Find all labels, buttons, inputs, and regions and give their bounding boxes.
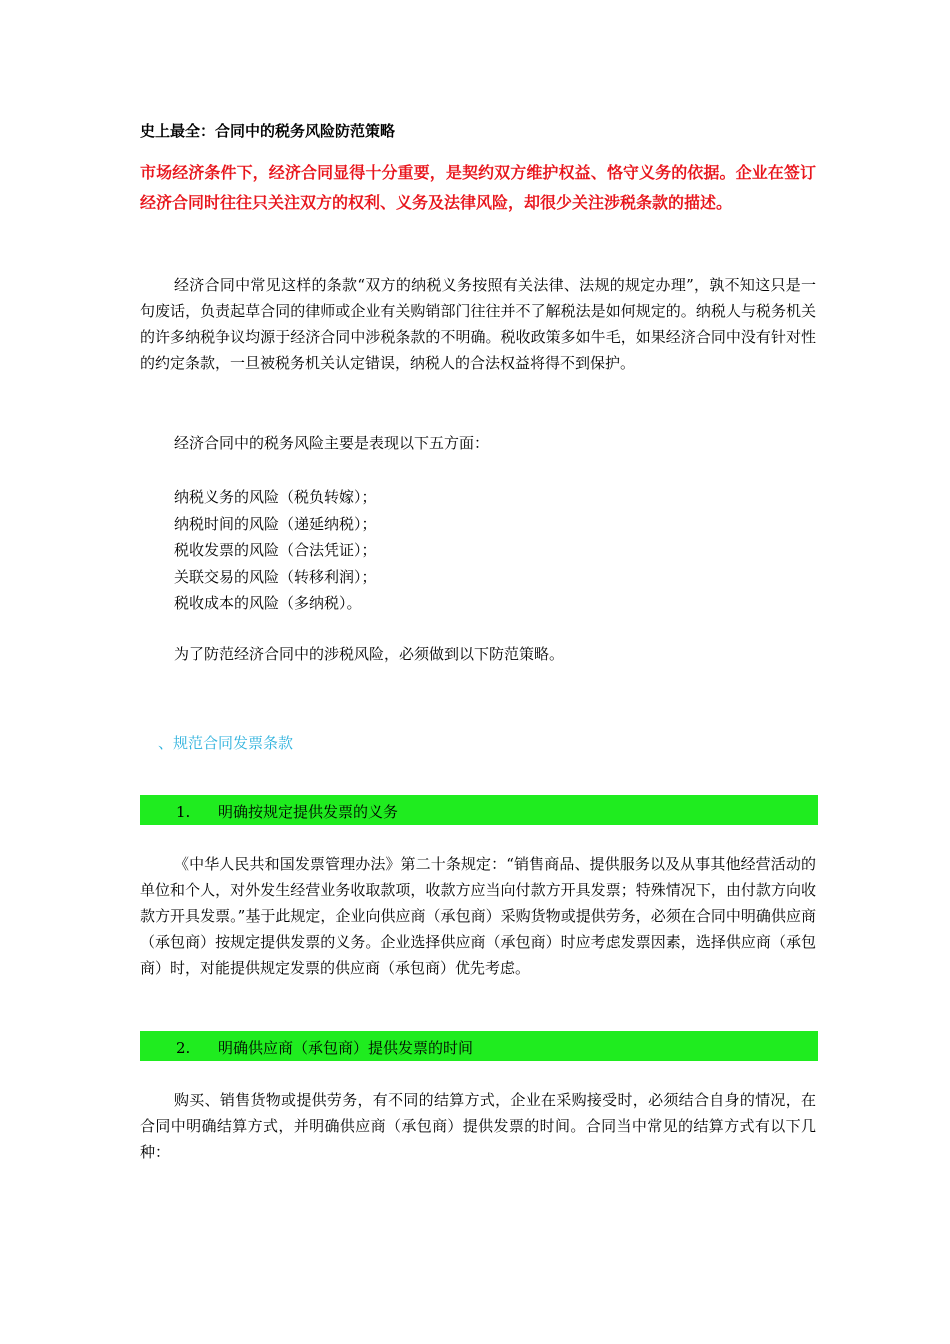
subsection-body-2: 购买、销售货物或提供劳务，有不同的结算方式，企业在采购接受时，必须结合自身的情况，在合同中明确结算方式，并明确供应商（承包商）提供发票的时间。合同当中常见的结算方式有以下几种： [140,1091,816,1161]
document-title: 史上最全：合同中的税务风险防范策略 [140,122,396,140]
list-item: 关联交易的风险（转移利润）； [174,567,377,586]
risk-list [174,484,377,617]
body-paragraph-3: 为了防范经济合同中的涉税风险，必须做到以下防范策略。 [174,645,565,663]
subsection-number: 1. [176,803,191,821]
subsection-body-1: 《中华人民共和国发票管理办法》第二十条规定：“销售商品、提供服务以及从事其他经营活动的单位和个人，对外发生经营业务收取款项，收款方应当向付款方开具发票；特殊情况下，由付款方向收款方开具发票。”基于此规定，企业向供应商（承包商）采购货物或提供劳务，必须在合同中明确供应商（承包商）按规定提供发票的义务。企业选择供应商（承包商）时应考虑发票因素，选择供应商（承包商）时，对能提供规定发票的供应商（承包商）优先考虑。 [140,855,816,977]
intro-paragraph: 市场经济条件下，经济合同显得十分重要，是契约双方维护权益、恪守义务的依据。企业在签订经济合同时往往只关注双方的权利、义务及法律风险，却很少关注涉税条款的描述。 [140,163,816,212]
subsection-title: 明确供应商（承包商）提供发票的时间 [218,1039,474,1057]
subsection-heading-2 [140,1031,818,1061]
list-item: 税收成本的风险（多纳税）。 [174,594,362,612]
subsection-title: 明确按规定提供发票的义务 [218,803,399,821]
subsection-number: 2. [176,1039,191,1057]
subsection-heading-1 [140,795,818,825]
list-item: 纳税义务的风险（税负转嫁）； [174,488,377,506]
body-paragraph-2: 经济合同中的税务风险主要是表现以下五方面： [174,434,490,452]
list-item: 纳税时间的风险（递延纳税）； [174,514,377,533]
body-paragraph-1: 经济合同中常见这样的条款“双方的纳税义务按照有关法律、法规的规定办理”，孰不知这只是一句废话，负责起草合同的律师或企业有关购销部门往往并不了解税法是如何规定的。纳税人与税务机关的许多纳税争议均源于经济合同中涉税条款的不明确。税收政策多如牛毛，如果经济合同中没有针对性的约定条款，一旦被税务机关认定错误，纳税人的合法权益将得不到保护。 [140,276,816,372]
list-item: 税收发票的风险（合法凭证）； [174,541,377,559]
section-heading: 、规范合同发票条款 [158,734,294,752]
